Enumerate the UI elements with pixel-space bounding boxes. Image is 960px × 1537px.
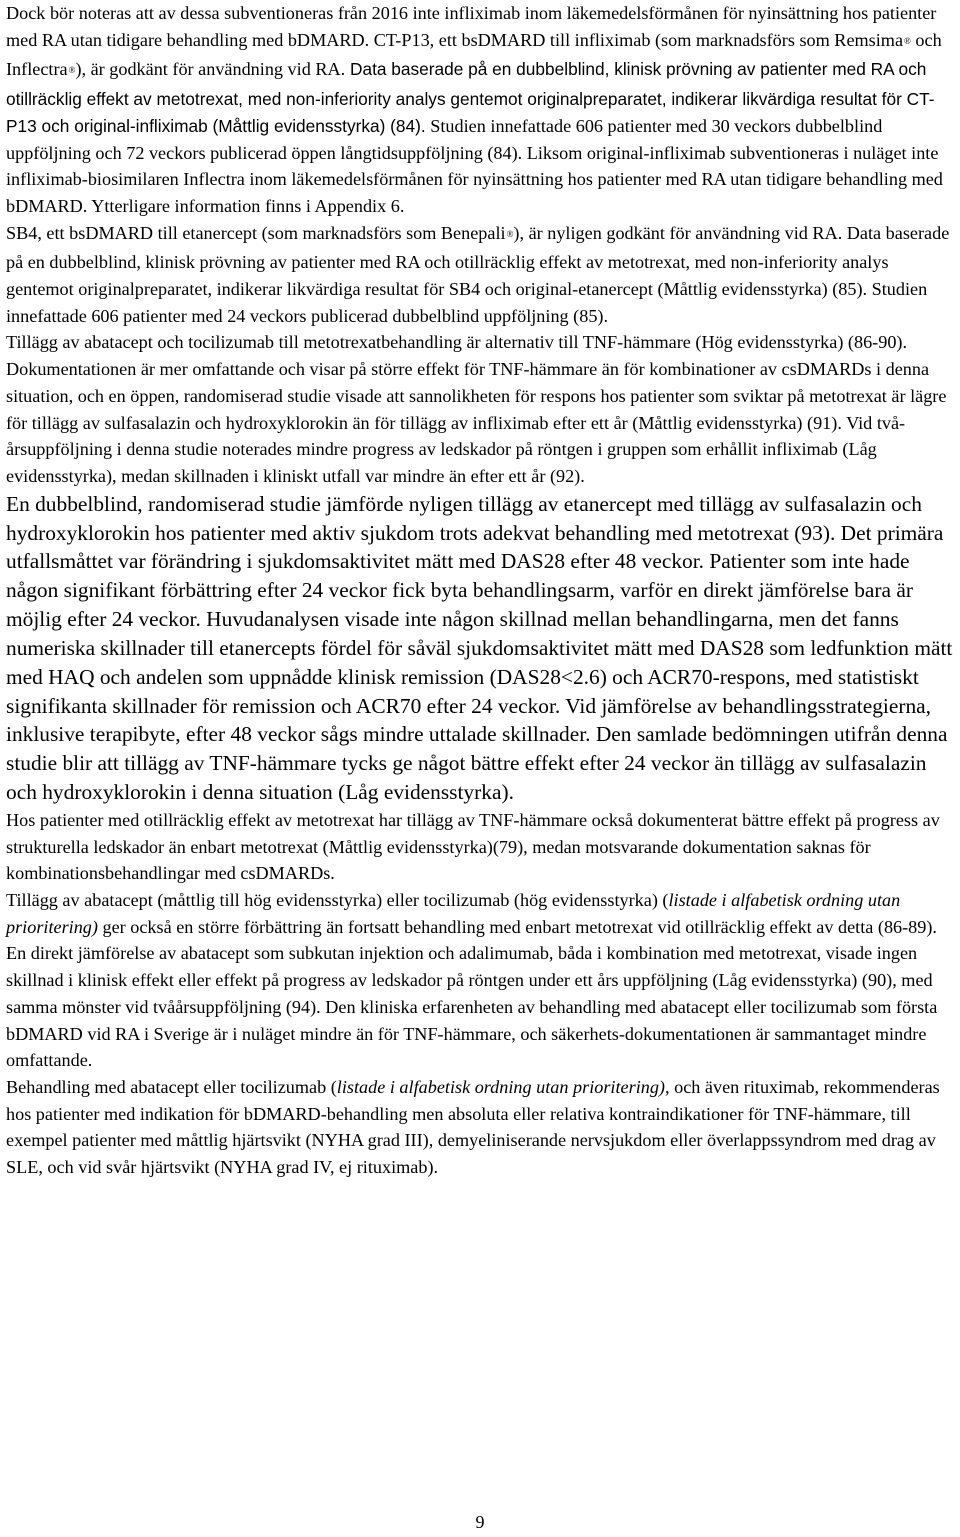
page-number: 9 <box>475 1512 485 1532</box>
paragraph-infliximab-biosimilar <box>6 0 954 220</box>
paragraph-structural-damage: Hos patienter med otillräcklig effekt av metotrexat har tillägg av TNF-hämmare också dokumenterat bättre effekt på progress av strukturella ledskador än enbart metotrexat (Måttlig evidensstyrka)(79), medan motsvarande dokumentation saknas för kombinationsbehandlingar med csDMARDs. <box>6 809 940 884</box>
paragraph-etanercept-biosimilar <box>6 220 954 330</box>
document-page <box>6 0 954 1181</box>
italic-text-segment: listade i alfabetisk ordning utan prioritering) <box>6 890 901 937</box>
text-segment: Tillägg av abatacept (måttlig till hög evidensstyrka) eller tocilizumab (hög evidensstyrka) ( <box>6 890 669 911</box>
paragraph-etanercept-study: En dubbelblind, randomiserad studie jämförde nyligen tillägg av etanercept med tillägg av sulfasalazin och hydroxyklorokin hos patienter med aktiv sjukdom trots adekvat behandling med metotrexat (93). Det primära utfallsmåttet var förändring i sjukdomsaktivitet mätt med DAS28 efter 48 veckor. Patienter som inte hade någon signifikant förbättring efter 24 veckor fick byta behandlingsarm, varför en direkt jämförelse bara är möjlig efter 24 veckor. Huvudanalysen visade inte någon skillnad mellan behandlingarna, men det fanns numeriska skillnader till etanercepts fördel för såväl sjukdomsaktivitet mätt med DAS28 som ledfunktion mätt med HAQ och andelen som uppnådde klinisk remission (DAS28<2.6) och ACR70-respons, med statistiskt signifikanta skillnader för remission och ACR70 efter 24 veckor. Vid jämförelse av behandlingsstrategierna, inklusive terapibyte, efter 48 veckor sågs mindre uttalade skillnader. Den samlade bedömningen utifrån denna studie blir att tillägg av TNF-hämmare tycks ge något bättre effekt efter 24 veckor än tillägg av sulfasalazin och hydroxyklorokin i denna situation (Låg evidensstyrka). <box>6 491 953 805</box>
registered-trademark-symbol: ® <box>68 65 76 76</box>
text-segment: SB4, ett bsDMARD till etanercept (som marknadsförs som Benepali <box>6 222 506 243</box>
text-segment: , och även rituximab, rekommenderas hos patienter med indikation för bDMARD-behandling men absoluta eller relativa kontraindikationer för TNF-hämmare, till exempel patienter med måttlig hjärtsvikt (NYHA grad III), demyeliniserande nervsjukdom eller överlappssyndrom med drag av SLE, och vid svår hjärtsvikt (NYHA grad IV, ej rituximab). <box>6 1076 940 1178</box>
text-segment: Behandling med abatacept eller tocilizumab ( <box>6 1076 337 1097</box>
paragraph-csdmard-documentation: Dokumentationen är mer omfattande och visar på större effekt för TNF-hämmare än för kombinationer av csDMARDs i denna situation, och en öppen, randomiserad studie visade att sannolikheten för respons hos patienter som sviktar på metotrexat är lägre för tillägg av sulfasalazin och hydroxyklorokin än för tillägg av infliximab efter ett år (Måttlig evidensstyrka) (91). Vid två-årsuppföljning i denna studie noterades mindre progress av ledskador på röntgen i gruppen som erhållit infliximab (Låg evidensstyrka), medan skillnaden i kliniskt utfall var mindre än efter ett år (92). <box>6 359 947 486</box>
text-segment: ), är nyligen godkänt för användning vid RA. <box>513 222 843 243</box>
text-segment: Dock bör noteras att av dessa subventioneras från 2016 inte infliximab inom läkemedelsförmånen för nyinsättning hos patienter med RA utan tidigare behandling med bDMARD. CT-P13, ett bsDMARD till infliximab (som marknadsförs som Remsima <box>6 3 937 50</box>
paragraph-abatacept-tocilizumab-effect <box>6 887 954 1074</box>
text-segment: Data baserade på en dubbelblind, klinisk prövning av patienter med RA och otillräcklig effekt av metotrexat, med non-inferiority analys gentemot originalpreparatet, indikerar likvärdiga resultat för SB4 och original-etanercept (Måttlig evidensstyrka) (85). Studien innefattade 606 patienter med 24 veckors publicerad dubbelblind uppföljning (85). <box>6 222 950 326</box>
text-segment: och Inflectra <box>6 29 942 80</box>
text-segment: ger också en större förbättring än fortsatt behandling med enbart metotrexat vid otillräcklig effekt av detta (86-89). En direkt jämförelse av abatacept som subkutan injektion och adalimumab, båda i kombination med metotrexat, visade ingen skillnad i klinisk effekt eller effekt på progress av ledskador på röntgen under ett års uppföljning (Låg evidensstyrka) (90), med samma mönster vid tvåårsuppföljning (94). Den kliniska erfarenheten av behandling med abatacept eller tocilizumab som första bDMARD vid RA i Sverige är i nuläget mindre än för TNF-hämmare, och säkerhets-dokumentationen är sammantaget mindre omfattande. <box>6 916 938 1071</box>
text-segment-sans: Data baserade på en dubbelblind, klinisk prövning av patienter med RA och otillräcklig effekt av metotrexat, med non-inferiority analys gentemot originalpreparatet, indikerar likvärdiga resultat för CT-P13 och original-infliximab (Måttlig evidensstyrka) (84). <box>6 59 935 136</box>
italic-text-segment: listade i alfabetisk ordning utan prioritering) <box>336 1076 665 1097</box>
registered-trademark-symbol: ® <box>506 228 514 239</box>
paragraph-abatacept-tocilizumab-alternative: Tillägg av abatacept och tocilizumab till metotrexatbehandling är alternativ till TNF-hämmare (Hög evidensstyrka) (86-90). <box>6 332 908 353</box>
text-segment: Studien innefattade 606 patienter med 30 veckors dubbelblind uppföljning och 72 veckors publicerad öppen långtidsuppföljning (84). Liksom original-infliximab subventioneras i nuläget inte infliximab-biosimilaren Inflectra inom läkemedelsförmånen för nyinsättning hos patienter med RA utan tidigare behandling med bDMARD. Ytterligare information finns i Appendix 6. <box>6 115 943 216</box>
paragraph-contraindication-recommendation <box>6 1074 954 1181</box>
text-segment: ), är godkänt för användning vid RA. <box>75 59 346 80</box>
registered-trademark-symbol: ® <box>904 35 911 46</box>
